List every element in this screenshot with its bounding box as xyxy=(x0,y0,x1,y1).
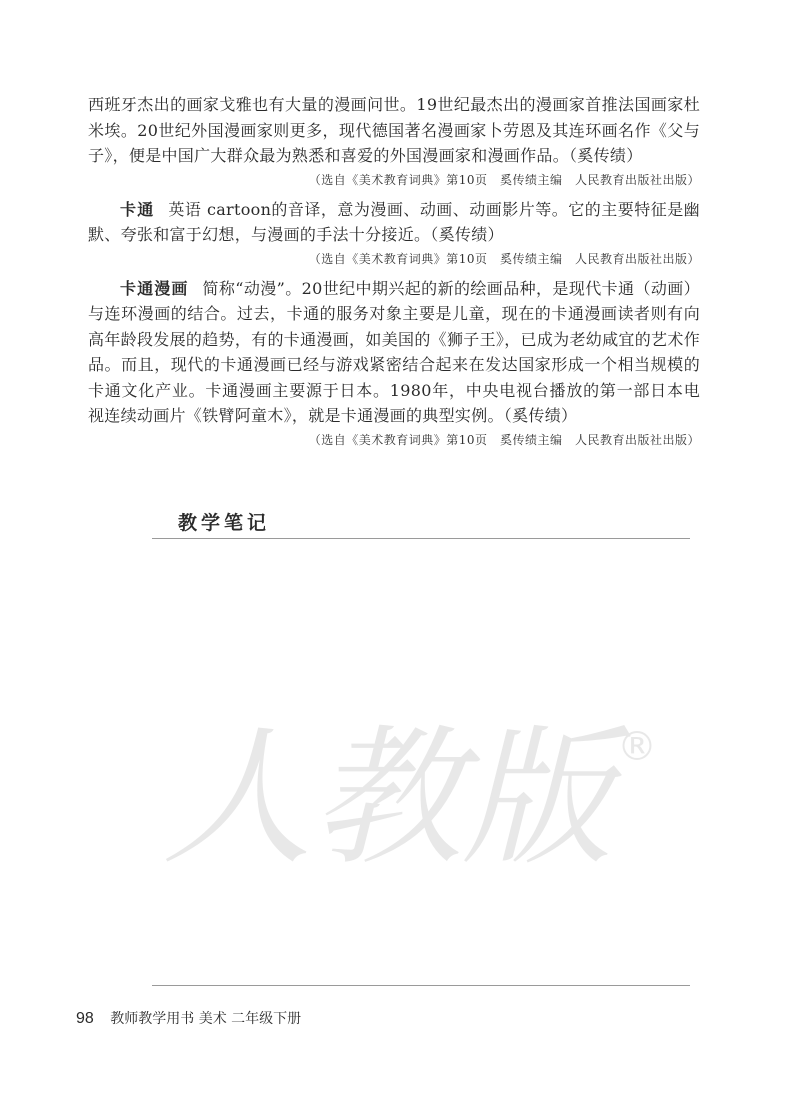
entry-paragraph-continued xyxy=(88,92,700,169)
entry-paragraph-cartoon-comics xyxy=(88,276,700,429)
entry-term: 卡通漫画 xyxy=(120,278,189,298)
entry-source: （选自《美术教育词典》第10页 奚传绩主编 人民教育出版社出版） xyxy=(308,432,700,447)
publisher-watermark xyxy=(152,690,682,880)
page-number: 98 xyxy=(76,1010,94,1027)
page-footer xyxy=(76,1008,301,1028)
entry-source: （选自《美术教育词典》第10页 奚传绩主编 人民教育出版社出版） xyxy=(308,172,700,187)
entry-text: 西班牙杰出的画家戈雅也有大量的漫画问世。19世纪最杰出的漫画家首推法国画家杜米埃。20世纪外国漫画家则更多，现代德国著名漫画家卜劳恩及其连环画名作《父与子》，便是中国广大群众最为熟悉和喜爱的外国漫画家和漫画作品。（奚传绩） xyxy=(88,95,700,165)
registered-mark: ® xyxy=(617,724,657,770)
teaching-notes-heading: 教学笔记 xyxy=(178,512,271,534)
book-title: 教师教学用书 美术 二年级下册 xyxy=(110,1011,302,1027)
watermark-text: 人教版 xyxy=(162,712,613,880)
entry-term: 卡通 xyxy=(120,199,155,219)
entry-text: 简称“动漫”。20世纪中期兴起的新的绘画品种，是现代卡通（动画）与连环漫画的结合。过去，卡通的服务对象主要是儿童，现在的卡通漫画读者则有向高年龄段发展的趋势，有的卡通漫画，如美国的《狮子王》，已成为老幼咸宜的艺术作品。而且，现代的卡通漫画已经与游戏紧密结合起来在发达国家形成一个相当规模的卡通文化产业。卡通漫画主要源于日本。1980年，中央电视台播放的第一部日本电视连续动画片《铁臂阿童木》，就是卡通漫画的典型实例。（奚传绩） xyxy=(88,278,700,425)
entry-source: （选自《美术教育词典》第10页 奚传绩主编 人民教育出版社出版） xyxy=(308,251,700,266)
notes-bottom-divider xyxy=(152,985,690,986)
article-body xyxy=(88,92,700,457)
entry-paragraph-cartoon xyxy=(88,197,700,248)
notes-top-divider xyxy=(152,538,690,539)
entry-text: 英语 cartoon的音译，意为漫画、动画、动画影片等。它的主要特征是幽默、夸张和富于幻想，与漫画的手法十分接近。（奚传绩） xyxy=(88,199,700,244)
